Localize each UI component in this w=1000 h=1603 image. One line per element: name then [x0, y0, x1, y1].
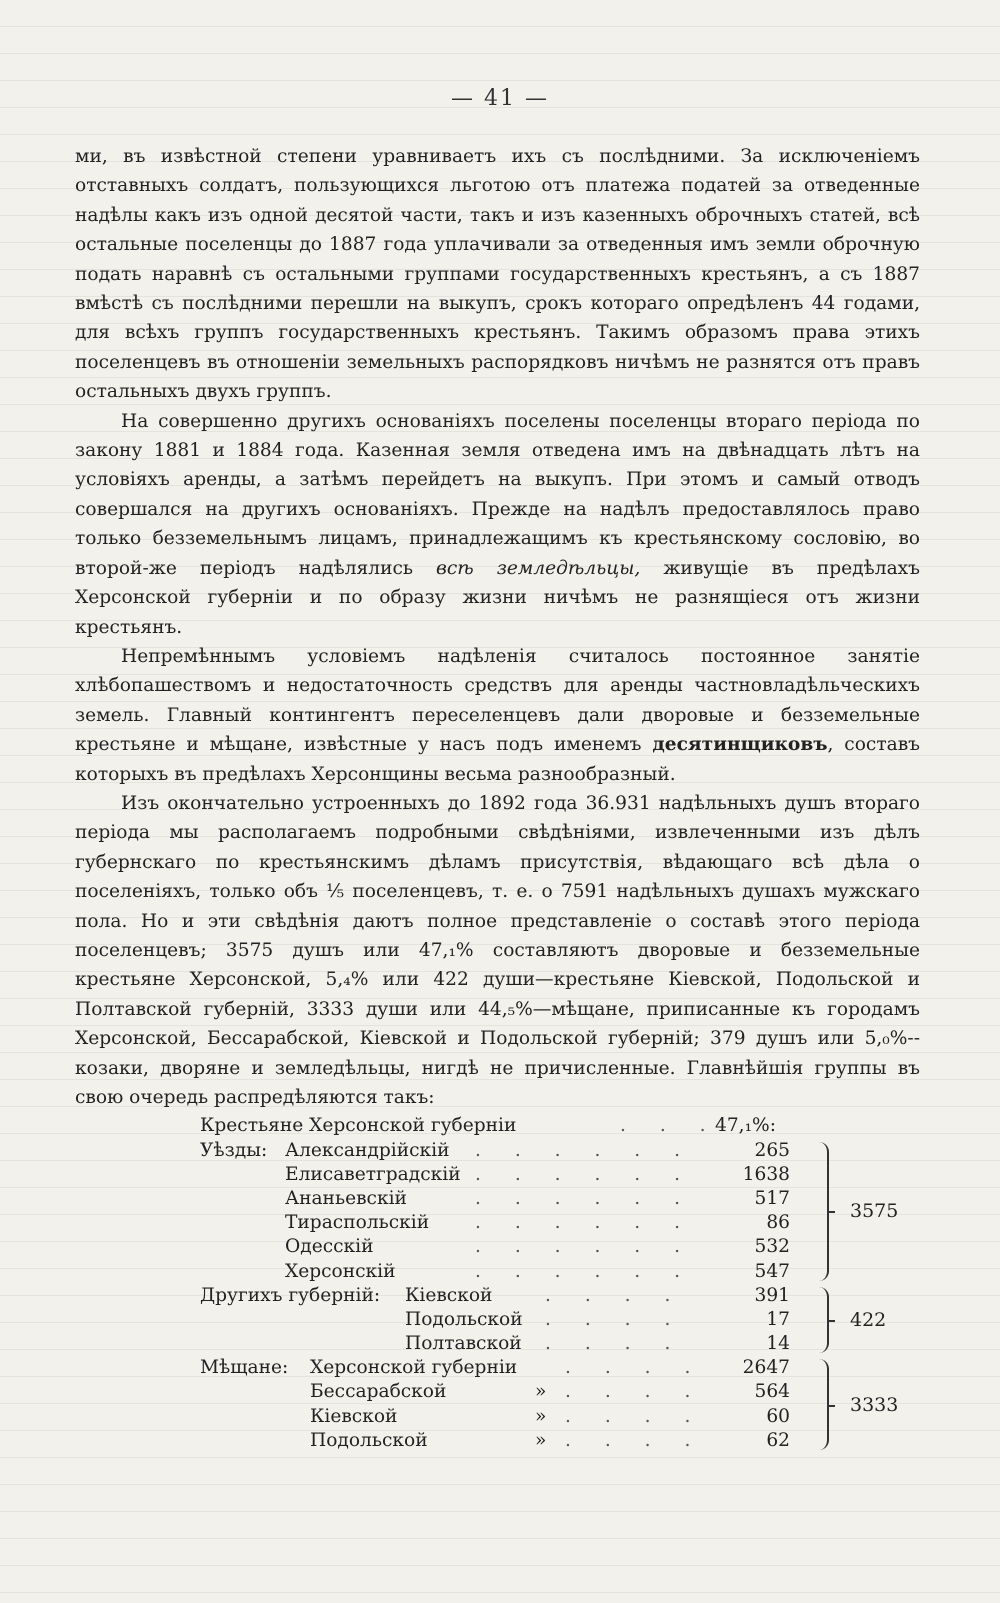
row-value: 265: [754, 1139, 790, 1161]
row-name: Одесскій: [285, 1236, 374, 1258]
leader-dots: . . . .: [565, 1381, 705, 1403]
paragraphs: [75, 142, 920, 1112]
dist-header-label: Крестьяне Херсонской губерніи: [200, 1115, 517, 1137]
paragraph: [75, 407, 920, 642]
meshchane-row: [75, 1405, 920, 1429]
meshchane-row: [75, 1356, 920, 1380]
distribution-table: [75, 1114, 920, 1453]
group-total: 3333: [850, 1393, 899, 1416]
text-run: , составъ которыхъ въ предѣлахъ Херсонщины весьма разнообразный.: [75, 734, 920, 785]
page-number: — 41 —: [451, 86, 549, 111]
leader-dots: . . . .: [545, 1333, 685, 1355]
leader-dots: . . . . . .: [475, 1187, 695, 1209]
leader-dots: . . . . . .: [475, 1260, 695, 1282]
row-name: Тираспольскій: [285, 1212, 430, 1234]
bracket: [815, 1359, 829, 1450]
bracket: [815, 1287, 829, 1354]
bracket: [815, 1142, 829, 1281]
row-name: Полтавской: [405, 1333, 522, 1355]
leader-dots: . . . .: [545, 1284, 685, 1306]
row-value: 391: [754, 1284, 790, 1306]
paragraph: [75, 642, 920, 789]
row-value: 517: [754, 1187, 790, 1209]
row-value: 564: [754, 1381, 790, 1403]
leader-dots: . . .: [620, 1115, 720, 1137]
text-run: На совершенно другихъ основаніяхъ поселены поселенцы втораго періода по закону 1881 и 1884 года. Казенная земля отведена имъ на двѣнадцать лѣтъ на условіяхъ аренды, а затѣмъ перейдетъ на выкупъ. При этомъ и самый отводъ совершался на другихъ основаніяхъ. Прежде на надѣлъ предоставлялось право только безземельнымъ лицамъ, принадлежащимъ къ крестьянскому сословію, во второй-же періодъ надѣлялись: [75, 410, 920, 579]
row-name: Ананьевскій: [285, 1187, 407, 1209]
group-label: Уѣзды:: [200, 1139, 268, 1161]
group-label: Другихъ губерній:: [200, 1284, 381, 1306]
row-value: 17: [766, 1308, 790, 1330]
row-value: 2647: [742, 1357, 790, 1379]
text-run: Непремѣннымъ условіемъ надѣленія считалось постоянное занятіе хлѣбопашествомъ и недостаточность средствъ для аренды частновладѣльческихъ земель. Главный контингентъ переселенцевъ дали дворовые и безземельные крестьяне и мѣщане, извѣстные у насъ подъ именемъ: [75, 645, 920, 756]
row-value: 60: [766, 1405, 790, 1427]
row-value: 1638: [742, 1163, 790, 1185]
leader-dots: . . . .: [565, 1357, 705, 1379]
dist-header-value: 47,₁%:: [715, 1115, 776, 1137]
ditto-mark: »: [535, 1405, 547, 1427]
italic-text: всѣ земледѣльцы,: [436, 557, 641, 579]
leader-dots: . . . .: [545, 1308, 685, 1330]
ditto-mark: »: [535, 1381, 547, 1403]
row-value: 86: [766, 1212, 790, 1234]
group-total: 422: [850, 1309, 887, 1332]
row-value: 547: [754, 1260, 790, 1282]
row-name: Кіевской: [405, 1284, 493, 1306]
meshchane-row: [75, 1429, 920, 1453]
leader-dots: . . . . . .: [475, 1236, 695, 1258]
row-name: Бессарабской: [310, 1381, 447, 1403]
page-body: [75, 142, 920, 1453]
row-value: 62: [766, 1429, 790, 1451]
meshchane-row: [75, 1380, 920, 1404]
dist-header-row: [75, 1114, 920, 1138]
text-run: живущіе въ предѣлахъ Херсонской губерніи и по образу жизни ничѣмъ не разнящіеся отъ жизни крестьянъ.: [75, 557, 920, 638]
leader-dots: . . . . . .: [475, 1139, 695, 1161]
uezd-row: [75, 1211, 920, 1235]
group-total: 3575: [850, 1200, 899, 1223]
gubernia-row: [75, 1308, 920, 1332]
row-name: Херсонскій: [285, 1260, 396, 1282]
group-label: Мѣщане:: [200, 1357, 289, 1379]
paragraph: [75, 789, 920, 1112]
row-name: Подольской: [405, 1308, 523, 1330]
text-run: Изъ окончательно устроенныхъ до 1892 года 36.931 надѣльныхъ душъ втораго періода мы располагаемъ подробными свѣдѣніями, извлеченными изъ дѣлъ губернскаго по крестьянскимъ дѣламъ присутствія, вѣдающаго всѣ дѣла о поселеніяхъ, только объ ⅕ поселенцевъ, т. е. о 7591 надѣльныхъ душахъ мужскаго пола. Но и эти свѣдѣнія даютъ полное представленіе о составѣ этого періода поселенцевъ; 3575 душъ или 47,₁% составляютъ дворовые и безземельные крестьяне Херсонской, 5,₄% или 422 души—крестьяне Кіевской, Подольской и Полтавской губерній, 3333 души или 44,₅%—мѣщане, приписанные къ городамъ Херсонской, Бессарабской, Кіевской и Подольской губерній; 379 душъ или 5,₀%--козаки, дворяне и земледѣльцы, нигдѣ не причисленные. Главнѣйшія группы въ свою очередь распредѣляются такъ:: [75, 792, 920, 1108]
row-name: Елисаветградскій: [285, 1163, 461, 1185]
row-name: Кіевской: [310, 1405, 398, 1427]
paragraph: [75, 142, 920, 407]
leader-dots: . . . . . .: [475, 1163, 695, 1185]
leader-dots: . . . .: [565, 1405, 705, 1427]
row-name: Александрійскій: [285, 1139, 450, 1161]
row-value: 14: [766, 1333, 790, 1355]
row-value: 532: [754, 1236, 790, 1258]
row-name: Херсонской губерніи: [310, 1357, 518, 1379]
uezd-row: [75, 1260, 920, 1284]
ditto-mark: »: [535, 1429, 547, 1451]
text-run: ми, въ извѣстной степени уравниваетъ ихъ съ послѣдними. За исключеніемъ отставныхъ солдатъ, пользующихся льготою отъ платежа податей за отведенные надѣлы какъ изъ одной десятой части, такъ и изъ казенныхъ оброчныхъ статей, всѣ остальные поселенцы до 1887 года уплачивали за отведенныя имъ земли оброчную подать наравнѣ съ остальными группами государственныхъ крестьянъ, а съ 1887 вмѣстѣ съ послѣдними перешли на выкупъ, срокъ котораго опредѣленъ 44 годами, для всѣхъ группъ государственныхъ крестьянъ. Такимъ образомъ права этихъ поселенцевъ въ отношеніи земельныхъ распорядковъ ничѣмъ не разнятся отъ правъ остальныхъ двухъ группъ.: [75, 146, 920, 403]
gubernia-row: [75, 1284, 920, 1308]
leader-dots: . . . .: [565, 1429, 705, 1451]
uezd-row: [75, 1187, 920, 1211]
uezd-row: [75, 1235, 920, 1259]
uezd-row: [75, 1163, 920, 1187]
uezd-row: [75, 1139, 920, 1163]
row-name: Подольской: [310, 1429, 428, 1451]
bold-text: десятинщиковъ: [652, 734, 828, 756]
leader-dots: . . . . . .: [475, 1212, 695, 1234]
gubernia-row: [75, 1332, 920, 1356]
